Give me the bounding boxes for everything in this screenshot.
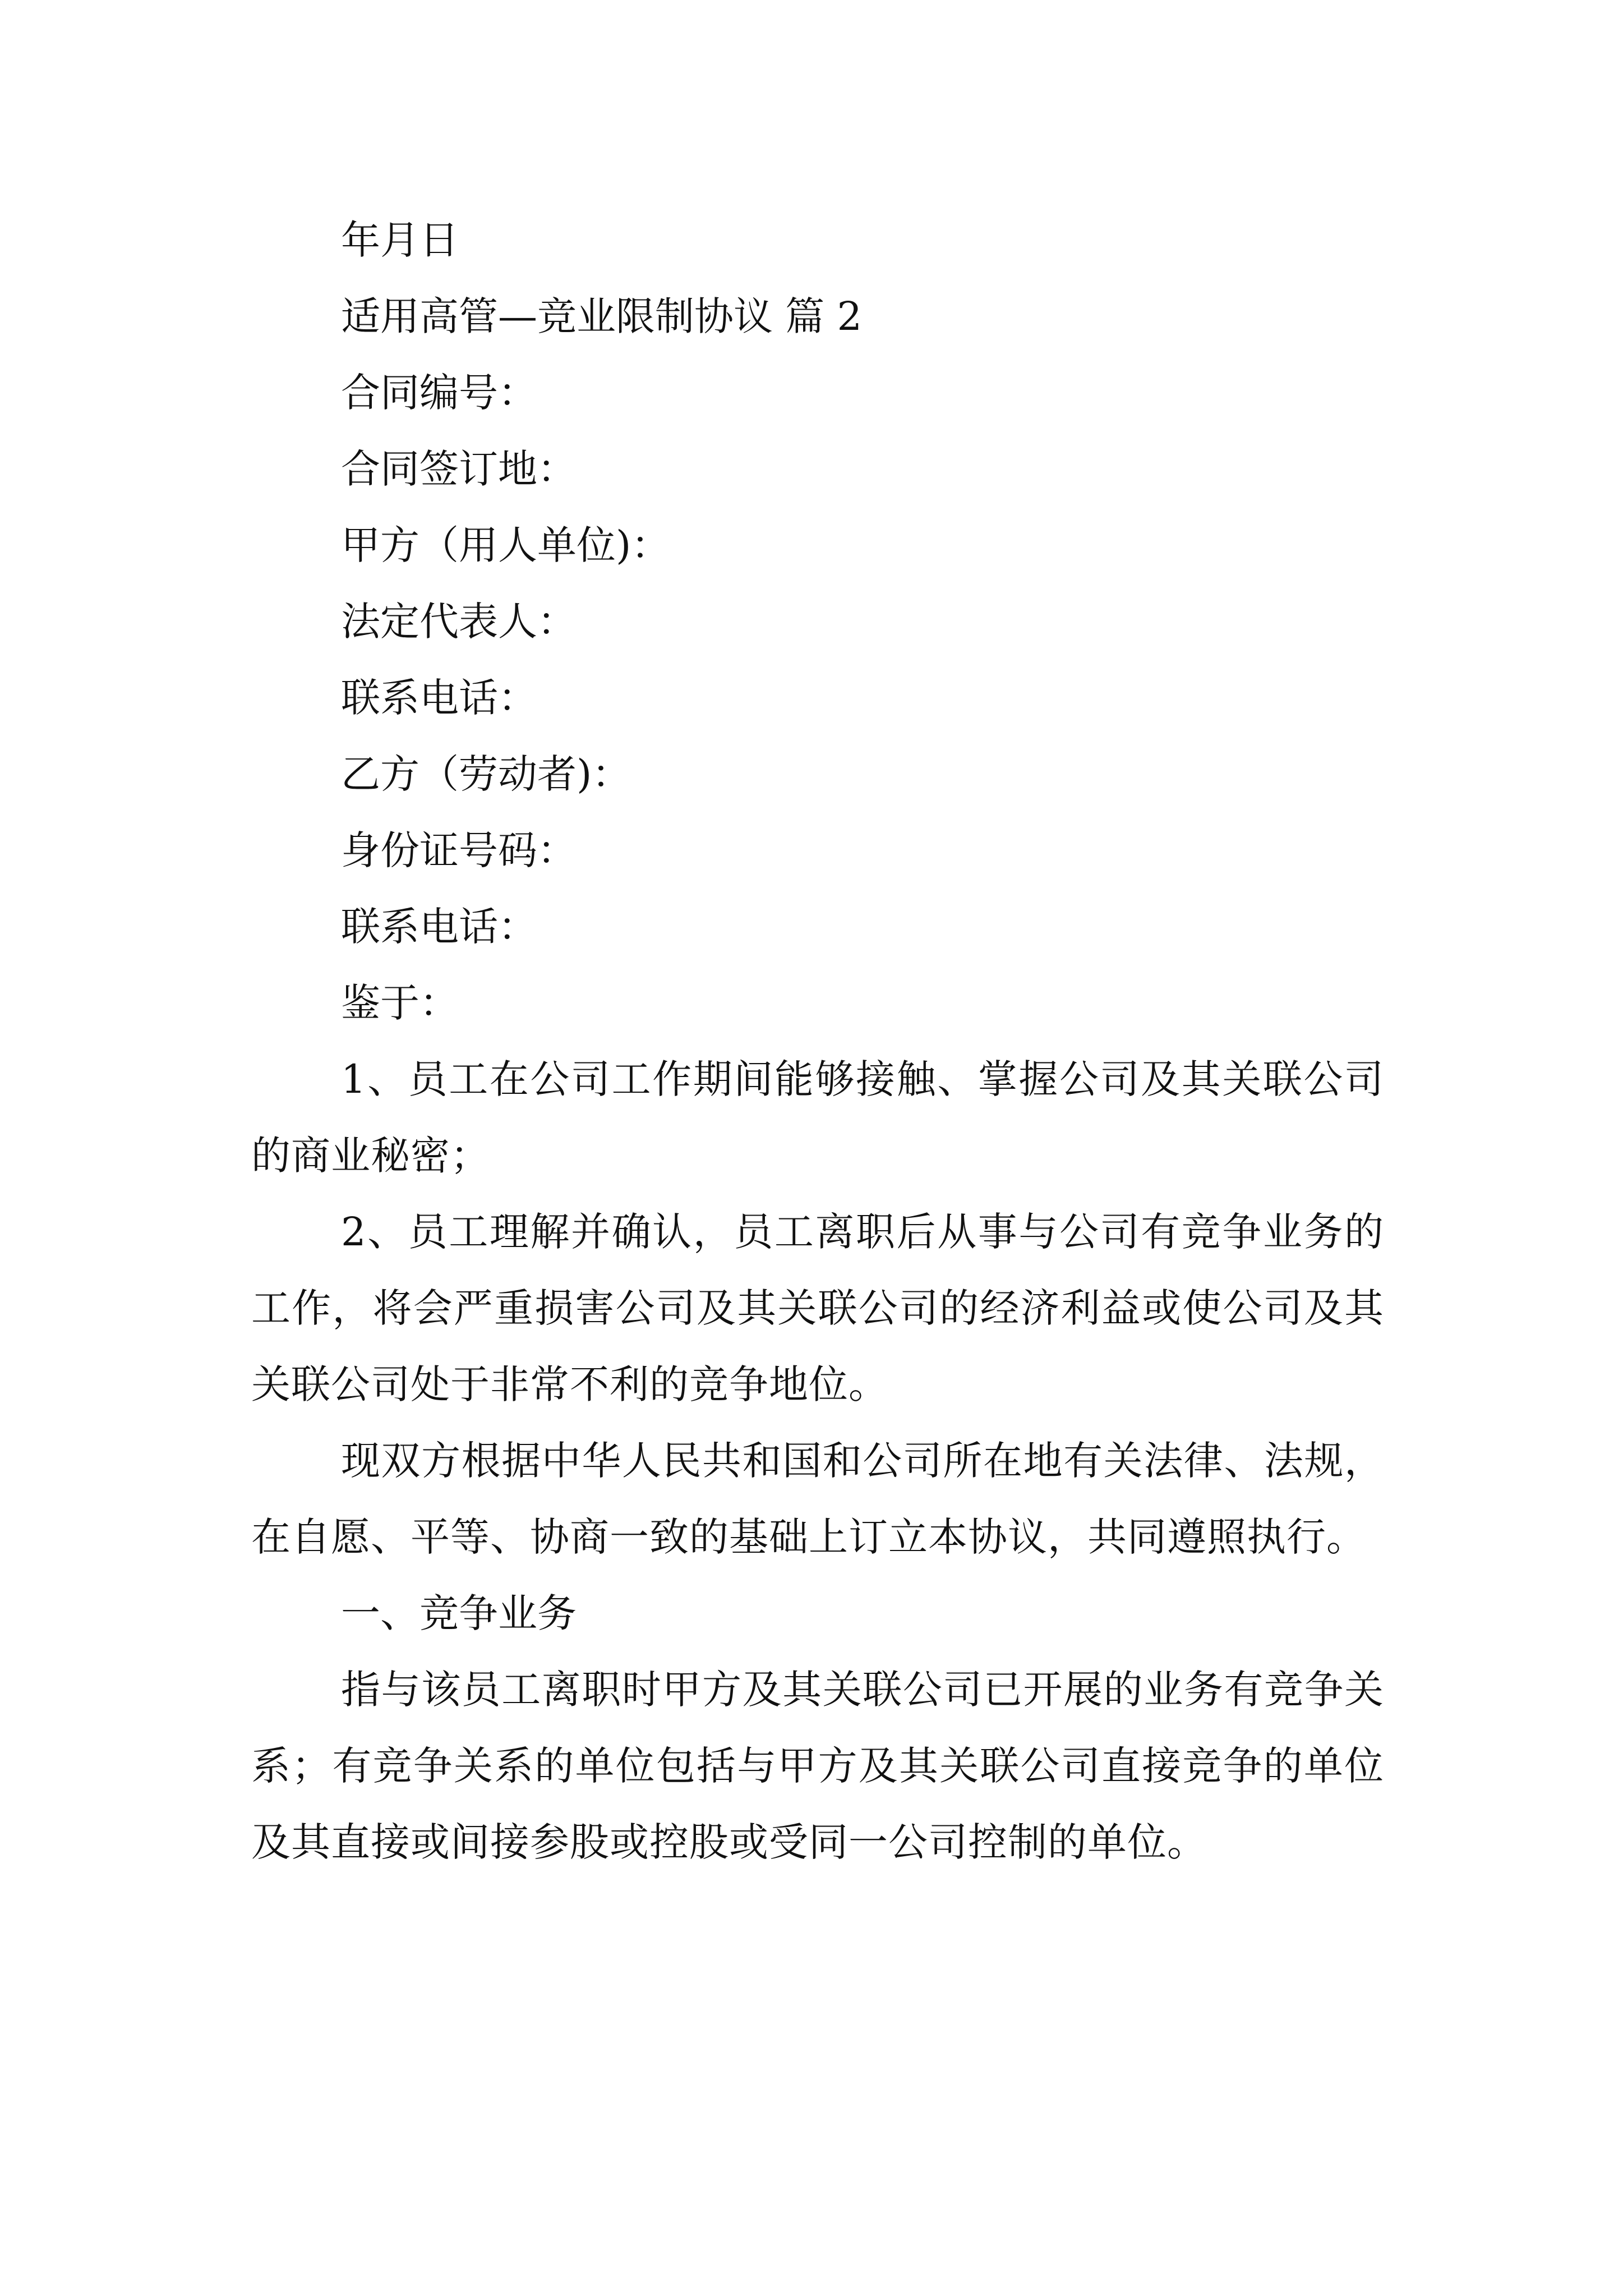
party-a-field: 甲方（用人单位)： [341,522,671,568]
contract-number-field: 合同编号： [341,370,537,416]
agreement-title: 适用高管—竞业限制协议 篇 2 [341,293,863,339]
section-1-body: 指与该员工离职时甲方及其关联公司已开展的业务有竞争关系；有竞争关系的单位包括与甲方及其关联公司直接竞争的单位及其直接或间接参股或控股或受同一公司控制的单位。 [251,1667,1384,1865]
whereas-heading: 鉴于： [341,980,459,1026]
party-b-field: 乙方（劳动者)： [341,751,631,797]
section-1-heading: 一、竞争业务 [341,1590,577,1636]
legal-representative-field: 法定代表人： [341,599,577,645]
date-line: 年月日 [341,217,459,263]
party-b-phone-field: 联系电话： [341,904,537,950]
party-a-phone-field: 联系电话： [341,675,537,721]
document-body [251,202,1384,1880]
agreement-preamble: 现双方根据中华人民共和国和公司所在地有关法律、法规，在自愿、平等、协商一致的基础上订立本协议，共同遵照执行。 [251,1438,1384,1560]
id-number-field: 身份证号码： [341,827,577,873]
whereas-clause-1: 1、员工在公司工作期间能够接触、掌握公司及其关联公司的商业秘密； [251,1056,1384,1179]
whereas-clause-2: 2、员工理解并确认，员工离职后从事与公司有竞争业务的工作，将会严重损害公司及其关联公司的经济利益或使公司及其关联公司处于非常不利的竞争地位。 [251,1209,1384,1407]
signing-place-field: 合同签订地： [341,446,577,492]
